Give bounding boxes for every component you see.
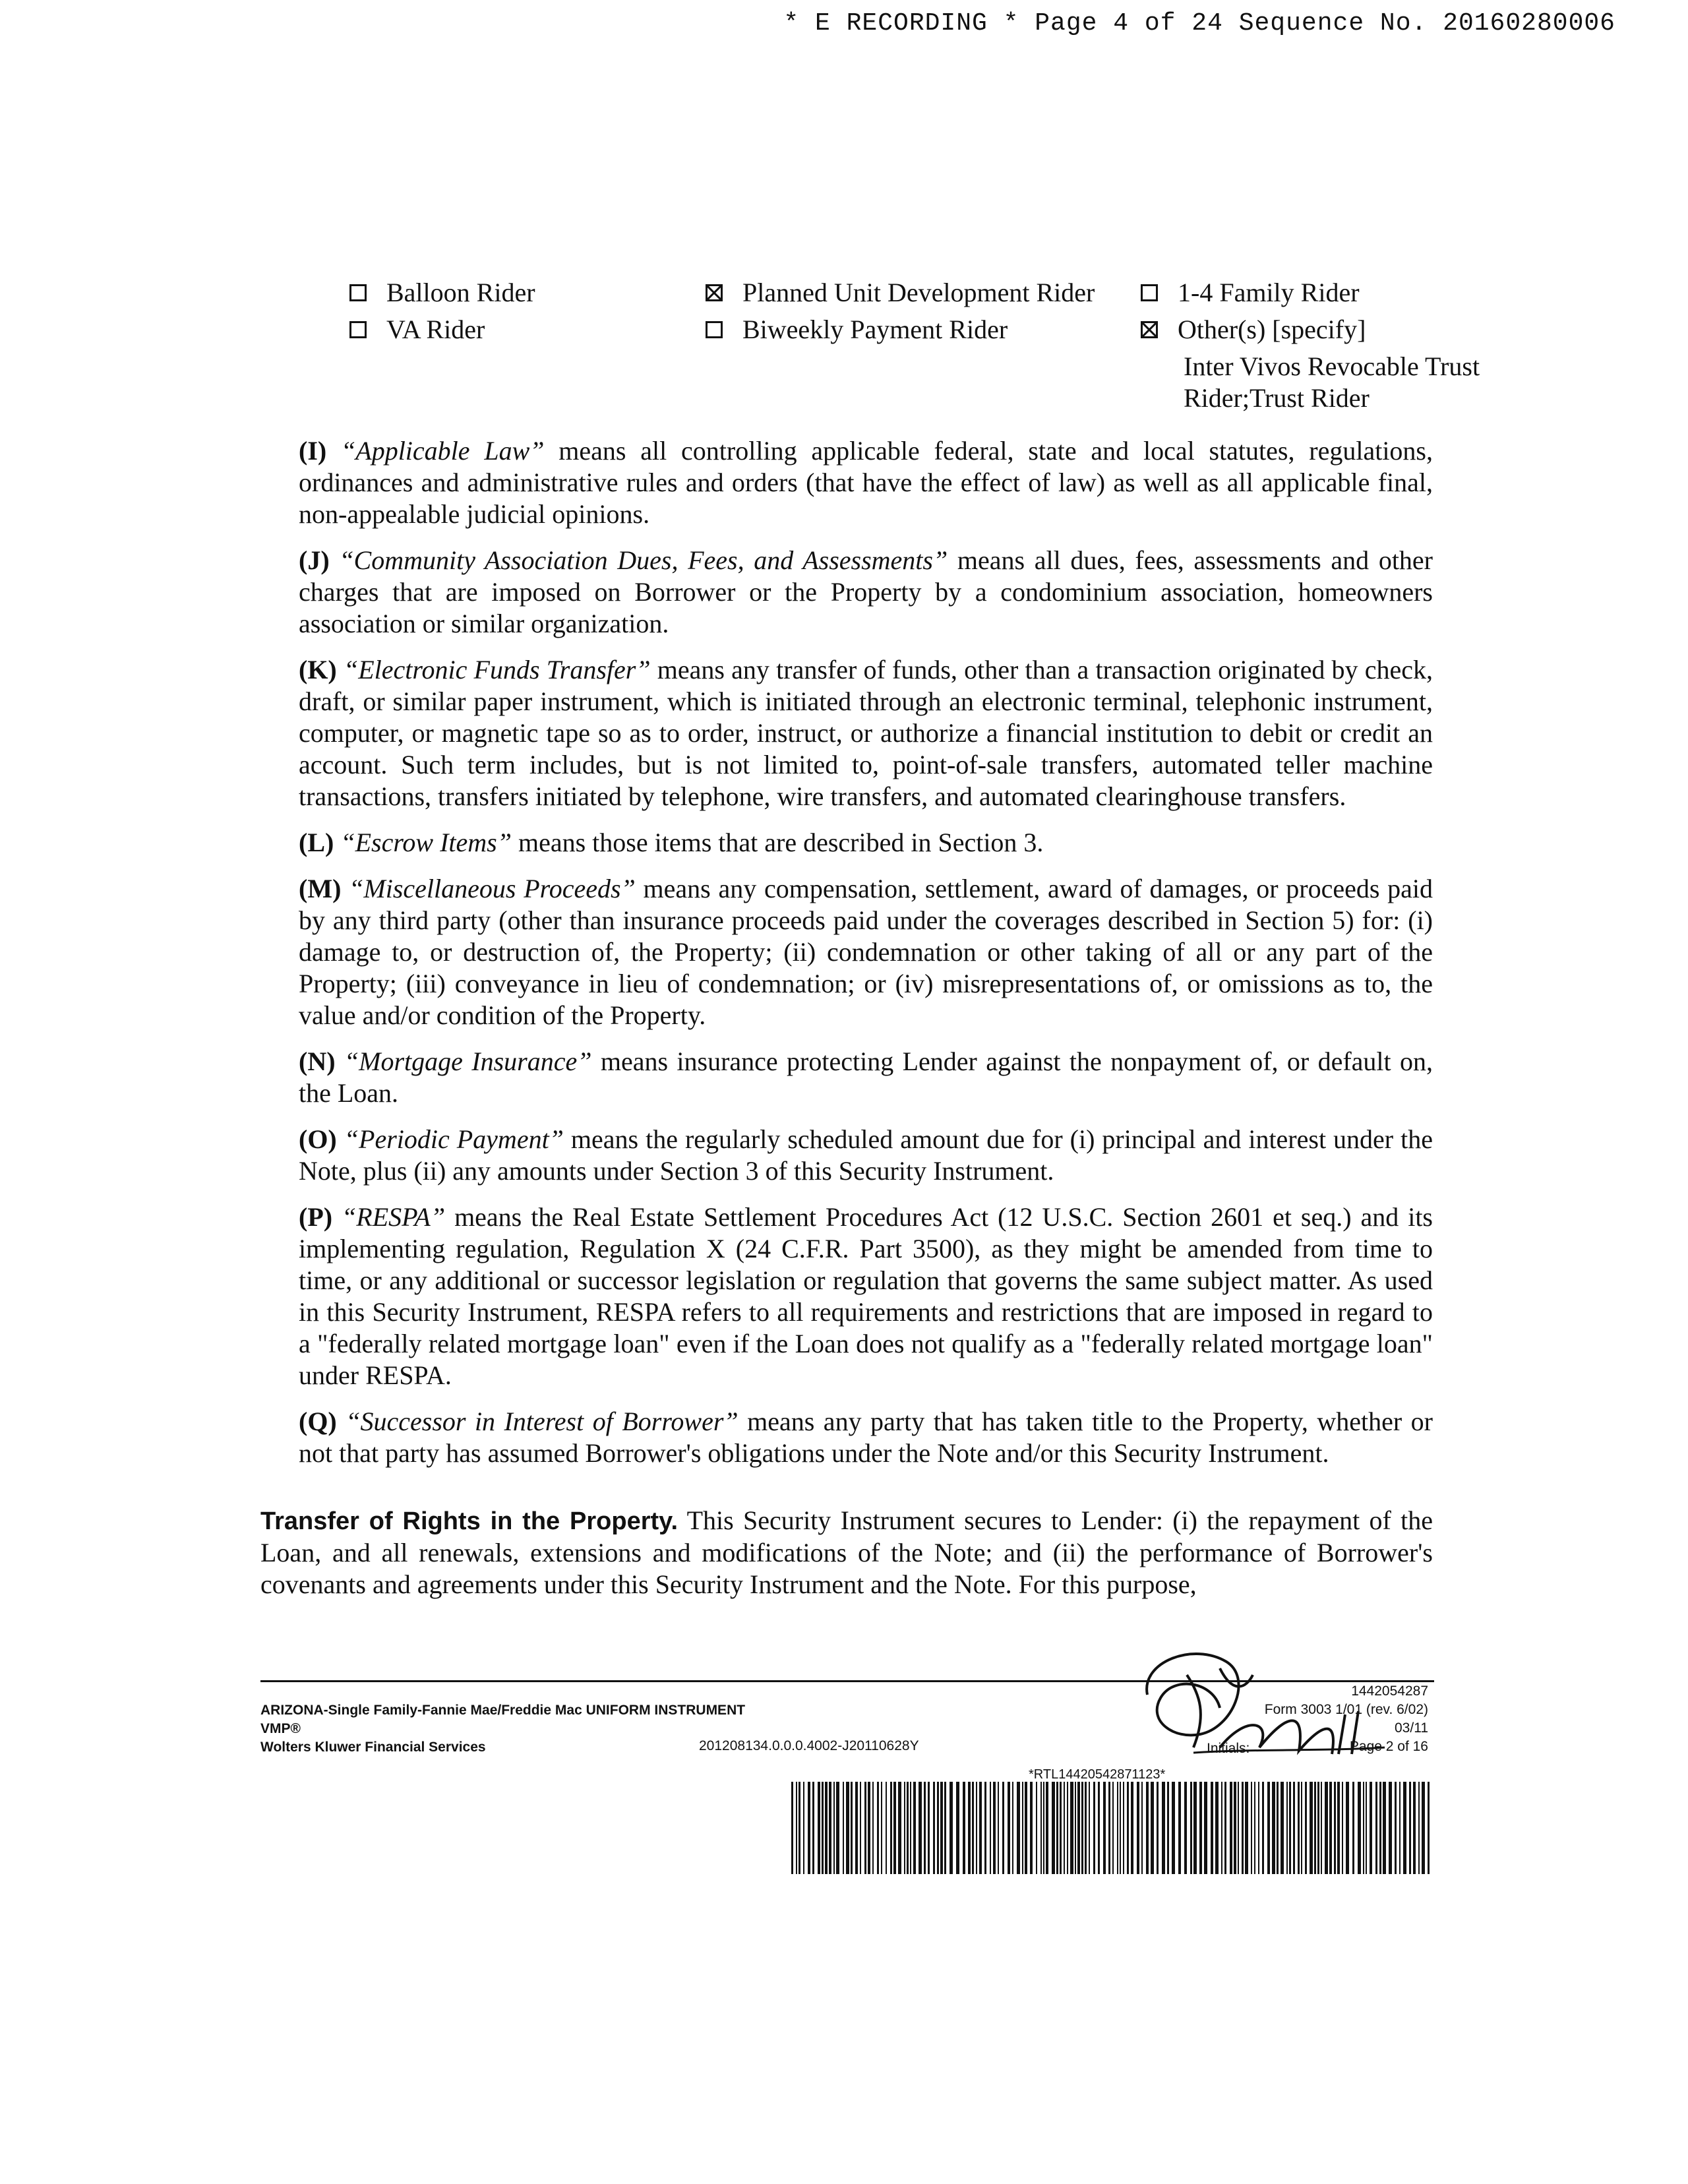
- barcode-bar: [1277, 1782, 1279, 1874]
- barcode-bar: [1293, 1782, 1295, 1874]
- barcode-bar: [993, 1782, 996, 1874]
- barcode-bar: [1012, 1782, 1013, 1874]
- barcode-bar: [1337, 1782, 1340, 1874]
- barcode-bar: [968, 1782, 971, 1874]
- section-heading: Transfer of Rights in the Property.: [260, 1507, 678, 1535]
- barcode-bar: [1375, 1782, 1377, 1874]
- barcode-bar: [864, 1782, 866, 1874]
- definitions-list: [299, 435, 1433, 1484]
- checkbox-icon[interactable]: [1141, 321, 1158, 338]
- barcode-bar: [1352, 1782, 1354, 1874]
- barcode-bar: [1230, 1782, 1232, 1874]
- barcode-bar: [796, 1782, 797, 1874]
- barcode-bar: [803, 1782, 804, 1874]
- barcode-bar: [1409, 1782, 1411, 1874]
- definition-successor-in-interest: (Q) “Successor in Interest of Borrower” means any party that has taken title to the Property, whether or not that party has assumed Borrower's obligations under the Note and/or this Security Instrument.: [299, 1407, 1433, 1468]
- barcode-bar: [818, 1782, 820, 1874]
- barcode-bar: [1286, 1782, 1288, 1874]
- rider-biweekly[interactable]: [706, 314, 1008, 345]
- barcode-bar: [1305, 1782, 1307, 1874]
- barcode-bar: [1093, 1782, 1095, 1874]
- barcode-bar: [956, 1782, 959, 1874]
- footer-doc-code: 201208134.0.0.0.4002-J20110628Y: [699, 1738, 919, 1753]
- barcode-bar: [984, 1782, 986, 1874]
- rider-other[interactable]: [1141, 314, 1366, 345]
- barcode-bar: [1334, 1782, 1336, 1874]
- barcode-bar: [1120, 1782, 1121, 1874]
- barcode-bar: [1254, 1782, 1255, 1874]
- barcode-bar: [1262, 1782, 1264, 1874]
- barcode-bar: [1383, 1782, 1386, 1874]
- recording-header: * E RECORDING * Page 4 of 24 Sequence No. 20160280006: [783, 9, 1615, 38]
- barcode-bar: [990, 1782, 991, 1874]
- barcode-bar: [907, 1782, 909, 1874]
- definition-applicable-law: (I) “Applicable Law” means all controlling applicable federal, state and local statutes, regulations, ordinances and administrative rules and orders (that have the effect of law) as well as all applicable final, non-appealable judicial opinions.: [299, 436, 1433, 529]
- barcode-bar: [825, 1782, 828, 1874]
- barcode-bar: [1043, 1782, 1044, 1874]
- barcode-bar: [1422, 1782, 1425, 1874]
- barcode-bar: [829, 1782, 831, 1874]
- barcode-bar: [1077, 1782, 1080, 1874]
- barcode-bar: [1314, 1782, 1316, 1874]
- barcode-bar: [1199, 1782, 1202, 1874]
- barcode-bar: [1036, 1782, 1037, 1874]
- barcode-bar: [1064, 1782, 1065, 1874]
- other-specify-line: Inter Vivos Revocable Trust: [1184, 351, 1480, 381]
- barcode-bar: [1103, 1782, 1106, 1874]
- barcode-bar: [1428, 1782, 1430, 1874]
- barcode-bar: [1317, 1782, 1319, 1874]
- definition-respa: (P) “RESPA” means the Real Estate Settlement Procedures Act (12 U.S.C. Section 2601 et seq.) and its implementing regulation, Regulation X (24 C.F.R. Part 3500), as they might be amended from time to time, or any additional or successor legislation or regulation that governs the same subject matter. As used in this Security Instrument, RESPA refers to all requirements and restrictions that are imposed in regard to a "federally related mortgage loan" even if the Loan does not qualify as a "federally related mortgage loan" under RESPA.: [299, 1202, 1433, 1390]
- barcode-bar: [833, 1782, 835, 1874]
- checkbox-icon[interactable]: [349, 284, 367, 301]
- barcode-bar: [904, 1782, 905, 1874]
- barcode-bar: [950, 1782, 953, 1874]
- barcode-bar: [972, 1782, 974, 1874]
- barcode-bar: [890, 1782, 892, 1874]
- barcode-bar: [877, 1782, 879, 1874]
- barcode-bar: [1267, 1782, 1270, 1874]
- barcode-bar: [1215, 1782, 1219, 1874]
- barcode-bar: [886, 1782, 887, 1874]
- barcode-bar: [851, 1782, 853, 1874]
- barcode-bar: [1204, 1782, 1207, 1874]
- barcode-bar: [913, 1782, 916, 1874]
- barcode-bar: [1141, 1782, 1143, 1874]
- barcode-bar: [1098, 1782, 1100, 1874]
- rider-label: 1-4 Family Rider: [1178, 278, 1360, 307]
- barcode-bar: [1310, 1782, 1313, 1874]
- barcode-bar: [1137, 1782, 1139, 1874]
- barcode-bar: [898, 1782, 901, 1874]
- barcode-bar: [1178, 1782, 1181, 1874]
- barcode-bar: [1052, 1782, 1055, 1874]
- barcode-bar: [1272, 1782, 1275, 1874]
- checkbox-icon[interactable]: [1141, 284, 1158, 301]
- barcode-bar: [1321, 1782, 1322, 1874]
- barcode-bar: [1245, 1782, 1248, 1874]
- barcode-bar: [822, 1782, 824, 1874]
- barcode-bar: [1046, 1782, 1048, 1874]
- barcode-bar: [812, 1782, 814, 1874]
- barcode-bar: [868, 1782, 870, 1874]
- barcode-bar: [1060, 1782, 1062, 1874]
- barcode-bar: [1067, 1782, 1068, 1874]
- barcode-bar: [1325, 1782, 1328, 1874]
- barcode-bar: [919, 1782, 922, 1874]
- barcode-bar: [860, 1782, 861, 1874]
- barcode-bar: [1358, 1782, 1361, 1874]
- rider-label: Balloon Rider: [386, 278, 535, 307]
- barcode-bar: [1329, 1782, 1332, 1874]
- barcode-bar: [1089, 1782, 1090, 1874]
- rider-va[interactable]: [349, 314, 485, 345]
- barcode-bar: [836, 1782, 839, 1874]
- barcode-bar: [1370, 1782, 1372, 1874]
- barcode-bar: [1108, 1782, 1110, 1874]
- barcode-bar: [1224, 1782, 1226, 1874]
- barcode-bar: [1379, 1782, 1381, 1874]
- barcode-caption: *RTL14420542871123*: [1029, 1767, 1166, 1782]
- checkbox-icon[interactable]: [706, 284, 723, 301]
- barcode-bar: [1242, 1782, 1244, 1874]
- barcode-bar: [1127, 1782, 1129, 1874]
- footer-form-info: [260, 1701, 745, 1757]
- barcode-bar: [1389, 1782, 1392, 1874]
- rider-label: Planned Unit Development Rider: [742, 278, 1095, 307]
- barcode-bar: [1022, 1782, 1023, 1874]
- barcode-bar: [1301, 1782, 1302, 1874]
- barcode-bar: [1238, 1782, 1239, 1874]
- other-specify-line: Rider;Trust Rider: [1184, 383, 1370, 413]
- checkbox-icon[interactable]: [349, 321, 367, 338]
- barcode-bar: [808, 1782, 810, 1874]
- barcode-bar: [872, 1782, 874, 1874]
- barcode-bar: [1342, 1782, 1343, 1874]
- initials-label: Initials:: [1207, 1741, 1250, 1756]
- barcode-bar: [1193, 1782, 1197, 1874]
- definition-mortgage-insurance: (N) “Mortgage Insurance” means insurance protecting Lender against the nonpayment of, or default on, the Loan.: [299, 1046, 1433, 1108]
- barcode-bar: [1395, 1782, 1397, 1874]
- barcode-bar: [998, 1782, 999, 1874]
- definition-escrow-items: (L) “Escrow Items” means those items that are described in Section 3.: [299, 828, 1044, 857]
- loan-number: 1442054287: [1351, 1684, 1428, 1699]
- barcode-bar: [1258, 1782, 1259, 1874]
- barcode-bar: [1030, 1782, 1033, 1874]
- barcode-bar: [846, 1782, 849, 1874]
- barcode-bar: [1211, 1782, 1213, 1874]
- barcode-bar: [1172, 1782, 1175, 1874]
- rider-label: Biweekly Payment Rider: [742, 315, 1008, 344]
- barcode-bar: [843, 1782, 844, 1874]
- barcode-bar: [976, 1782, 977, 1874]
- barcode-bar: [1151, 1782, 1154, 1874]
- definition-miscellaneous-proceeds: (M) “Miscellaneous Proceeds” means any compensation, settlement, award of damages, or proceeds paid by any third party (other than insurance proceeds paid under the coverages described in Section 5) for: (i) damage to, or destruction of, the Property; (ii) condemnation or other taking of all or any part of the Property; (iii) conveyance in lieu of condemnation; or (iv) misrepresentations of, or omissions as to, the value and/or condition of the Property.: [299, 874, 1433, 1030]
- barcode-bar: [1162, 1782, 1165, 1874]
- rider-label: Other(s) [specify]: [1178, 315, 1366, 344]
- barcode-bar: [1075, 1782, 1076, 1874]
- barcode-bar: [1056, 1782, 1058, 1874]
- barcode-bar: [1008, 1782, 1010, 1874]
- barcode-bar: [1025, 1782, 1027, 1874]
- barcode-bar: [1184, 1782, 1187, 1874]
- barcode-bar: [1281, 1782, 1284, 1874]
- barcode-bar: [1157, 1782, 1159, 1874]
- barcode-bar: [855, 1782, 858, 1874]
- barcode-bar: [1002, 1782, 1004, 1874]
- rider-family[interactable]: [1141, 277, 1360, 308]
- barcode-bar: [1167, 1782, 1169, 1874]
- barcode-bar: [1221, 1782, 1222, 1874]
- signature-icon: [1121, 1635, 1404, 1767]
- barcode-bar: [1117, 1782, 1118, 1874]
- barcode-bar: [910, 1782, 911, 1874]
- barcode-bar: [1085, 1782, 1087, 1874]
- rider-balloon[interactable]: [349, 277, 535, 308]
- barcode-bar: [881, 1782, 882, 1874]
- barcode-bar: [1298, 1782, 1300, 1874]
- barcode-bar: [1289, 1782, 1291, 1874]
- checkbox-icon[interactable]: [706, 321, 723, 338]
- barcode-bar: [1070, 1782, 1073, 1874]
- barcode-bar: [1234, 1782, 1236, 1874]
- definition-electronic-funds-transfer: (K) “Electronic Funds Transfer” means any transfer of funds, other than a transaction originated by check, draft, or similar paper instrument, which is initiated through an electronic terminal, telephonic instrument, computer, or magnetic tape so as to order, instruct, or authorize a financial institution to debit or credit an account. Such term includes, but is not limited to, point-of-sale transfers, automated teller machine transactions, transfers initiated by telephone, wire transfers, and automated clearinghouse transfers.: [299, 655, 1433, 811]
- barcode-bar: [1346, 1782, 1349, 1874]
- barcode-icon: [791, 1782, 1431, 1874]
- barcode-bar: [1399, 1782, 1401, 1874]
- barcode-bar: [1123, 1782, 1124, 1874]
- barcode-bar: [1190, 1782, 1192, 1874]
- barcode-bar: [924, 1782, 926, 1874]
- footer-publisher: Wolters Kluwer Financial Services: [260, 1740, 486, 1755]
- form-number: Form 3003 1/01 (rev. 6/02): [1264, 1702, 1428, 1717]
- riders-checklist: [343, 277, 1530, 429]
- barcode-bar: [1017, 1782, 1020, 1874]
- footer-form-title: ARIZONA-Single Family-Fannie Mae/Freddie Mac UNIFORM INSTRUMENT: [260, 1703, 746, 1718]
- barcode-bar: [1418, 1782, 1420, 1874]
- barcode-bar: [1081, 1782, 1083, 1874]
- barcode-bar: [1040, 1782, 1042, 1874]
- definition-periodic-payment: (O) “Periodic Payment” means the regularly scheduled amount due for (i) principal and interest under the Note, plus (ii) any amounts under Section 3 of this Security Instrument.: [299, 1124, 1433, 1186]
- transfer-of-rights-paragraph: Transfer of Rights in the Property. This Security Instrument secures to Lender: (i) the repayment of the Loan, and all renewals, extensions and modifications of the Note; and (ii) the performance of Borrower's covenants and agreements under this Security Instrument and the Note. For this purpose,: [260, 1505, 1433, 1599]
- barcode-bar: [928, 1782, 930, 1874]
- rider-label: VA Rider: [386, 315, 485, 344]
- barcode-bar: [1363, 1782, 1364, 1874]
- barcode-bar: [933, 1782, 935, 1874]
- barcode-bar: [1403, 1782, 1406, 1874]
- barcode-bar: [1251, 1782, 1252, 1874]
- other-specify-text: [1184, 351, 1480, 414]
- barcode-bar: [799, 1782, 800, 1874]
- barcode-bar: [1112, 1782, 1114, 1874]
- page-number: Page 2 of 16: [1349, 1739, 1428, 1754]
- rider-pud[interactable]: [706, 277, 1095, 308]
- barcode-bar: [1146, 1782, 1149, 1874]
- footer-vmp: VMP®: [260, 1721, 301, 1736]
- form-date: 03/11: [1395, 1720, 1428, 1736]
- definition-community-association-dues: (J) “Community Association Dues, Fees, and Assessments” means all dues, fees, assessments and other charges that are imposed on Borrower or the Property by a condominium association, homeowners association or similar organization.: [299, 545, 1433, 638]
- barcode-bar: [940, 1782, 943, 1874]
- barcode-bar: [893, 1782, 896, 1874]
- barcode-bar: [937, 1782, 939, 1874]
- barcode-bar: [944, 1782, 946, 1874]
- barcode-bar: [1413, 1782, 1416, 1874]
- barcode-bar: [979, 1782, 982, 1874]
- barcode-bar: [963, 1782, 965, 1874]
- barcode-bar: [1366, 1782, 1367, 1874]
- barcode-bar: [791, 1782, 793, 1874]
- barcode-bar: [1131, 1782, 1133, 1874]
